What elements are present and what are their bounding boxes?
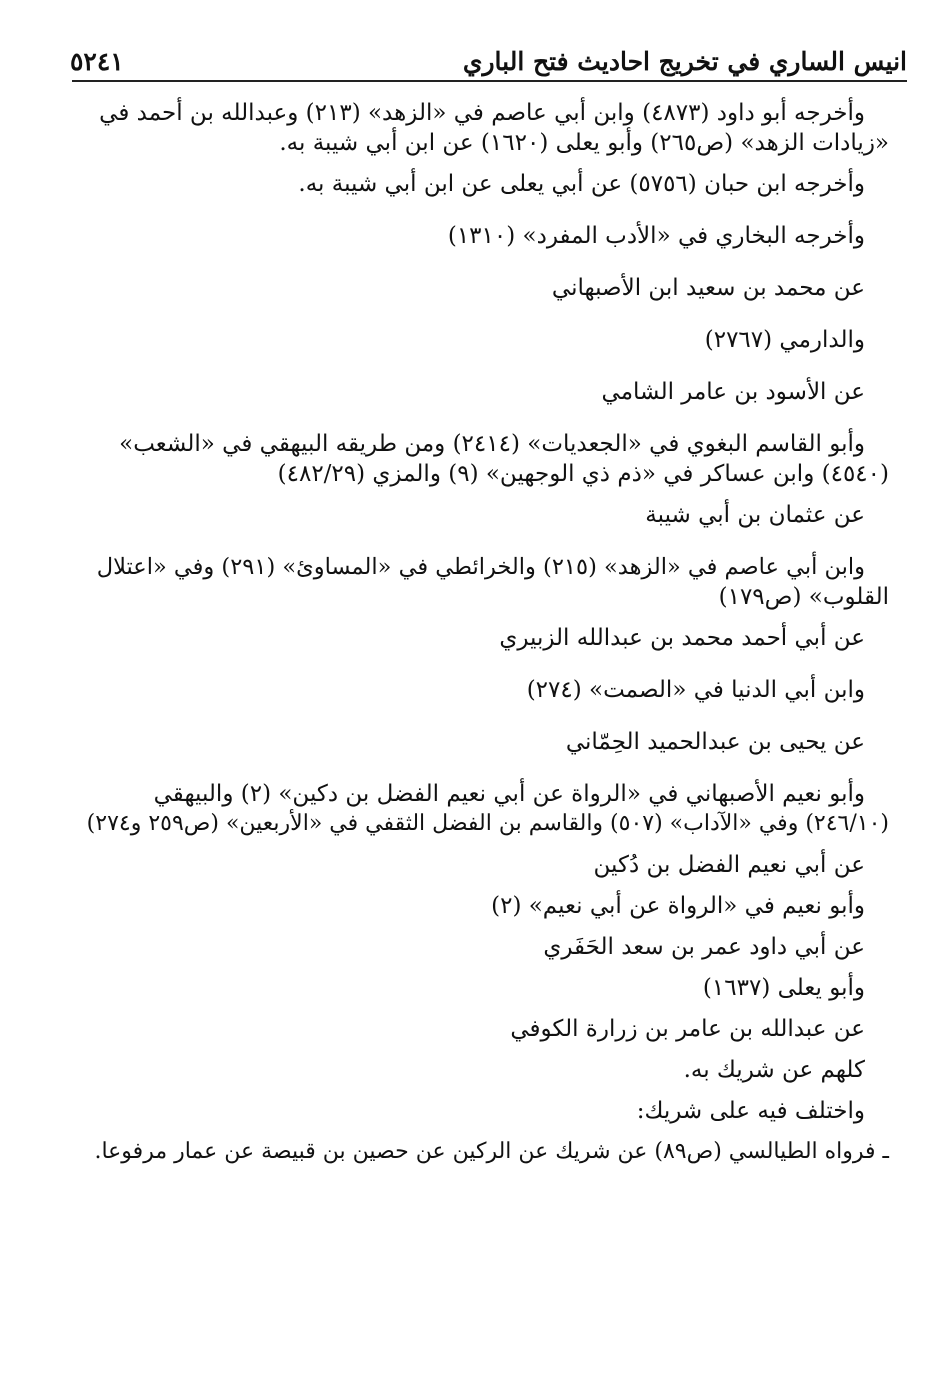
text-line: والدارمي (٢٧٦٧)	[704, 327, 865, 353]
paragraph	[84, 850, 889, 880]
text-line: ـ فرواه الطيالسي (ص٨٩) عن شريك عن الركين عن حصين بن قبيصة عن عمار مرفوعا.	[94, 1139, 889, 1164]
page-header	[70, 44, 907, 78]
text-line: عن الأسود بن عامر الشامي	[601, 379, 865, 405]
text-line: وأبو يعلى (١٦٣٧)	[702, 975, 865, 1001]
paragraph	[84, 779, 889, 839]
paragraph	[84, 1096, 889, 1126]
text-line: عن عثمان بن أبي شيبة	[645, 502, 865, 528]
text-line: وأخرجه أبو داود (٤٨٧٣) وابن أبي عاصم في «الزهد» (٢١٣) وعبدالله بن أحمد في	[99, 100, 865, 126]
text-line: وأبو نعيم في «الرواة عن أبي نعيم» (٢)	[491, 893, 865, 919]
text-line: القلوب» (ص١٧٩)	[718, 584, 889, 610]
paragraph	[84, 973, 889, 1003]
paragraph	[84, 325, 889, 355]
text-line: واختلف فيه على شريك:	[636, 1098, 865, 1124]
text-line: كلهم عن شريك به.	[683, 1057, 865, 1083]
paragraph	[84, 675, 889, 705]
text-line: وأخرجه البخاري في «الأدب المفرد» (١٣١٠)	[447, 223, 865, 249]
paragraph	[84, 552, 889, 612]
text-line: عن عبدالله بن عامر بن زرارة الكوفي	[510, 1016, 865, 1042]
running-title: انيس الساري في تخريج احاديث فتح الباري	[462, 46, 907, 76]
paragraph	[84, 1055, 889, 1085]
paragraph	[84, 500, 889, 530]
paragraph	[84, 169, 889, 199]
text-line: وأبو نعيم الأصبهاني في «الرواة عن أبي نعيم الفضل بن دكين» (٢) والبيهقي	[153, 781, 865, 807]
paragraph	[84, 932, 889, 962]
paragraph	[84, 221, 889, 251]
text-line: عن أبي داود عمر بن سعد الحَفَري	[543, 934, 865, 960]
text-line: وأخرجه ابن حبان (٥٧٥٦) عن أبي يعلى عن ابن أبي شيبة به.	[298, 171, 865, 197]
text-line: وأبو القاسم البغوي في «الجعديات» (٢٤١٤) ومن طريقه البيهقي في «الشعب»	[119, 431, 865, 457]
text-line: وابن أبي الدنيا في «الصمت» (٢٧٤)	[526, 677, 865, 703]
paragraph	[84, 377, 889, 407]
paragraph	[84, 1137, 889, 1167]
text-line: عن أبي أحمد محمد بن عبدالله الزبيري	[499, 625, 865, 651]
header-rule	[72, 80, 907, 82]
text-line: عن محمد بن سعيد ابن الأصبهاني	[551, 275, 865, 301]
paragraph	[84, 98, 889, 158]
paragraph	[84, 891, 889, 921]
paragraph	[84, 727, 889, 757]
text-line: (٤٥٤٠) وابن عساكر في «ذم ذي الوجهين» (٩) والمزي (٤٨٢/٢٩)	[277, 461, 889, 487]
text-line: عن يحيى بن عبدالحميد الحِمّاني	[565, 729, 865, 755]
page-body	[84, 98, 889, 1178]
paragraph	[84, 623, 889, 653]
paragraph	[84, 273, 889, 303]
text-line: «زيادات الزهد» (ص٢٦٥) وأبو يعلى (١٦٢٠) عن ابن أبي شيبة به.	[279, 130, 889, 156]
paragraph	[84, 1014, 889, 1044]
text-line: (٢٤٦/١٠) وفي «الآداب» (٥٠٧) والقاسم بن الفضل الثقفي في «الأربعين» (ص٢٥٩ و٢٧٤)	[86, 811, 889, 836]
page-number: ٥٢٤١	[70, 46, 124, 76]
paragraph	[84, 429, 889, 489]
text-line: وابن أبي عاصم في «الزهد» (٢١٥) والخرائطي في «المساوئ» (٢٩١) وفي «اعتلال	[96, 554, 865, 580]
text-line: عن أبي نعيم الفضل بن دُكين	[593, 852, 865, 878]
